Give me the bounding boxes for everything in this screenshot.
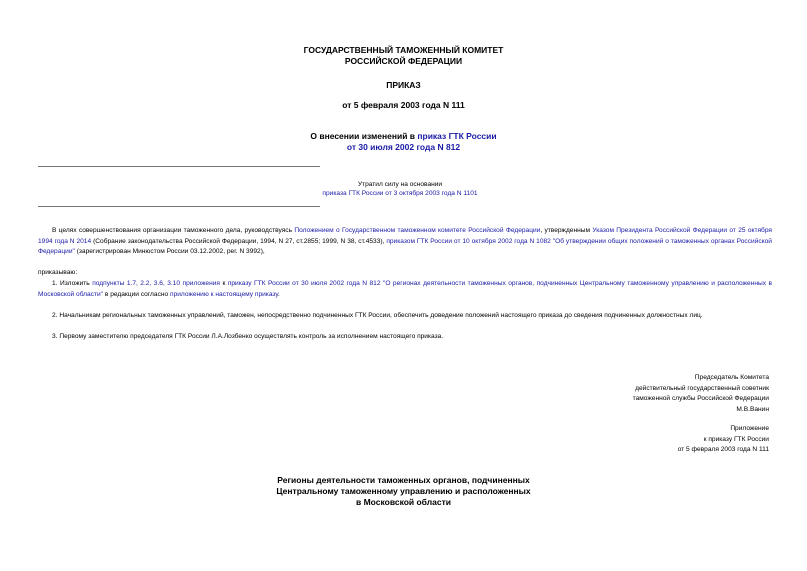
appendix-date: от 5 февраля 2003 года N 111 [677, 446, 769, 453]
doc-subject [0, 131, 807, 153]
item1-text-4: . [278, 290, 280, 298]
doc-type: ПРИКАЗ [386, 80, 421, 90]
preamble-link-order-1082[interactable]: приказом ГТК России от 10 октября 2002 года N 1082 "Об утверждении общих положений о таможенных органах Российской Федерации" [38, 237, 772, 255]
item1-link-order-812[interactable]: приказу ГТК России от 30 июля 2002 года N 812 "О регионах деятельности таможенных органов, подчиненных Центральному таможенному управлению и расположенных в Московской области" [38, 280, 772, 298]
appendix-title-line2: Центральному таможенному управлению и расположенных [276, 486, 531, 496]
appendix-label: Приложение [730, 425, 769, 432]
item-1 [38, 279, 772, 300]
order-word: приказываю: [38, 269, 78, 276]
item1-text-2: к [219, 280, 228, 287]
doc-date: от 5 февраля 2003 года N 111 [342, 100, 465, 110]
appendix-title-line1: Регионы деятельности таможенных органов, подчиненных [277, 475, 530, 485]
item-2: 2. Начальникам региональных таможенных управлений, таможен, непосредственно подчиненных ГТК России, обеспечить доведение положений настоящего приказа до сведения подчиненных должностных лиц. [52, 312, 703, 319]
appendix-title [0, 475, 807, 508]
preamble-text-1: В целях совершенствования организации таможенного дела, руководствуясь [52, 227, 295, 234]
signature-rank: действительный государственный советник [635, 384, 769, 392]
appendix-title-line3: в Московской области [356, 497, 451, 507]
subject-prefix: О внесении изменений в [310, 131, 418, 141]
item1-text-3: в редакции согласно [103, 290, 171, 298]
signature-name: М.В.Ванин [736, 405, 769, 413]
status-note [290, 180, 510, 198]
preamble-link-regulation[interactable]: Положением о Государственном таможенном комитете Российской Федерации [294, 227, 541, 234]
preamble-link-decree[interactable]: Указом Президента Российской Федерации от 25 октября 1994 года N 2014 [38, 227, 772, 245]
preamble [38, 226, 772, 258]
org-name-line2: РОССИЙСКОЙ ФЕДЕРАЦИИ [344, 56, 463, 66]
item1-link-subpoints[interactable]: подпункты 1.7, 2.2, 3.6, 3.10 приложения [92, 280, 220, 287]
status-text: Утратил силу на основании [357, 181, 443, 188]
appendix-ref: к приказу ГТК России [703, 435, 769, 443]
signature-block [633, 373, 769, 415]
divider-top [38, 166, 320, 167]
preamble-text-3: (Собрание законодательства Российской Федерации, 1994, N 27, ст.2855; 1999, N 38, ст.4533), [91, 237, 387, 245]
subject-link[interactable]: приказ ГТК России [417, 131, 497, 141]
item1-link-appendix[interactable]: приложению к настоящему приказу [170, 290, 279, 298]
appendix-header [678, 424, 769, 456]
signature-position: Председатель Комитета [694, 374, 769, 381]
preamble-text-2: , утвержденным [540, 227, 593, 234]
signature-service: таможенной службы Российской Федерации [632, 395, 769, 402]
status-link[interactable]: приказа ГТК России от 3 октября 2003 года N 1101 [322, 190, 478, 197]
preamble-text-4: (зарегистрирован Минюстом России 03.12.2002, рег. N 3992), [74, 248, 265, 255]
subject-link-date[interactable]: от 30 июля 2002 года N 812 [346, 142, 461, 152]
item-3: 3. Первому заместителю председателя ГТК России Л.А.Лозбенко осуществлять контроль за исполнением настоящего приказа. [52, 333, 444, 340]
item1-text-1: 1. Изложить [52, 280, 93, 287]
org-name-line1: ГОСУДАРСТВЕННЫЙ ТАМОЖЕННЫЙ КОМИТЕТ [303, 45, 504, 55]
divider-bottom [38, 206, 320, 207]
document-header [0, 45, 807, 67]
